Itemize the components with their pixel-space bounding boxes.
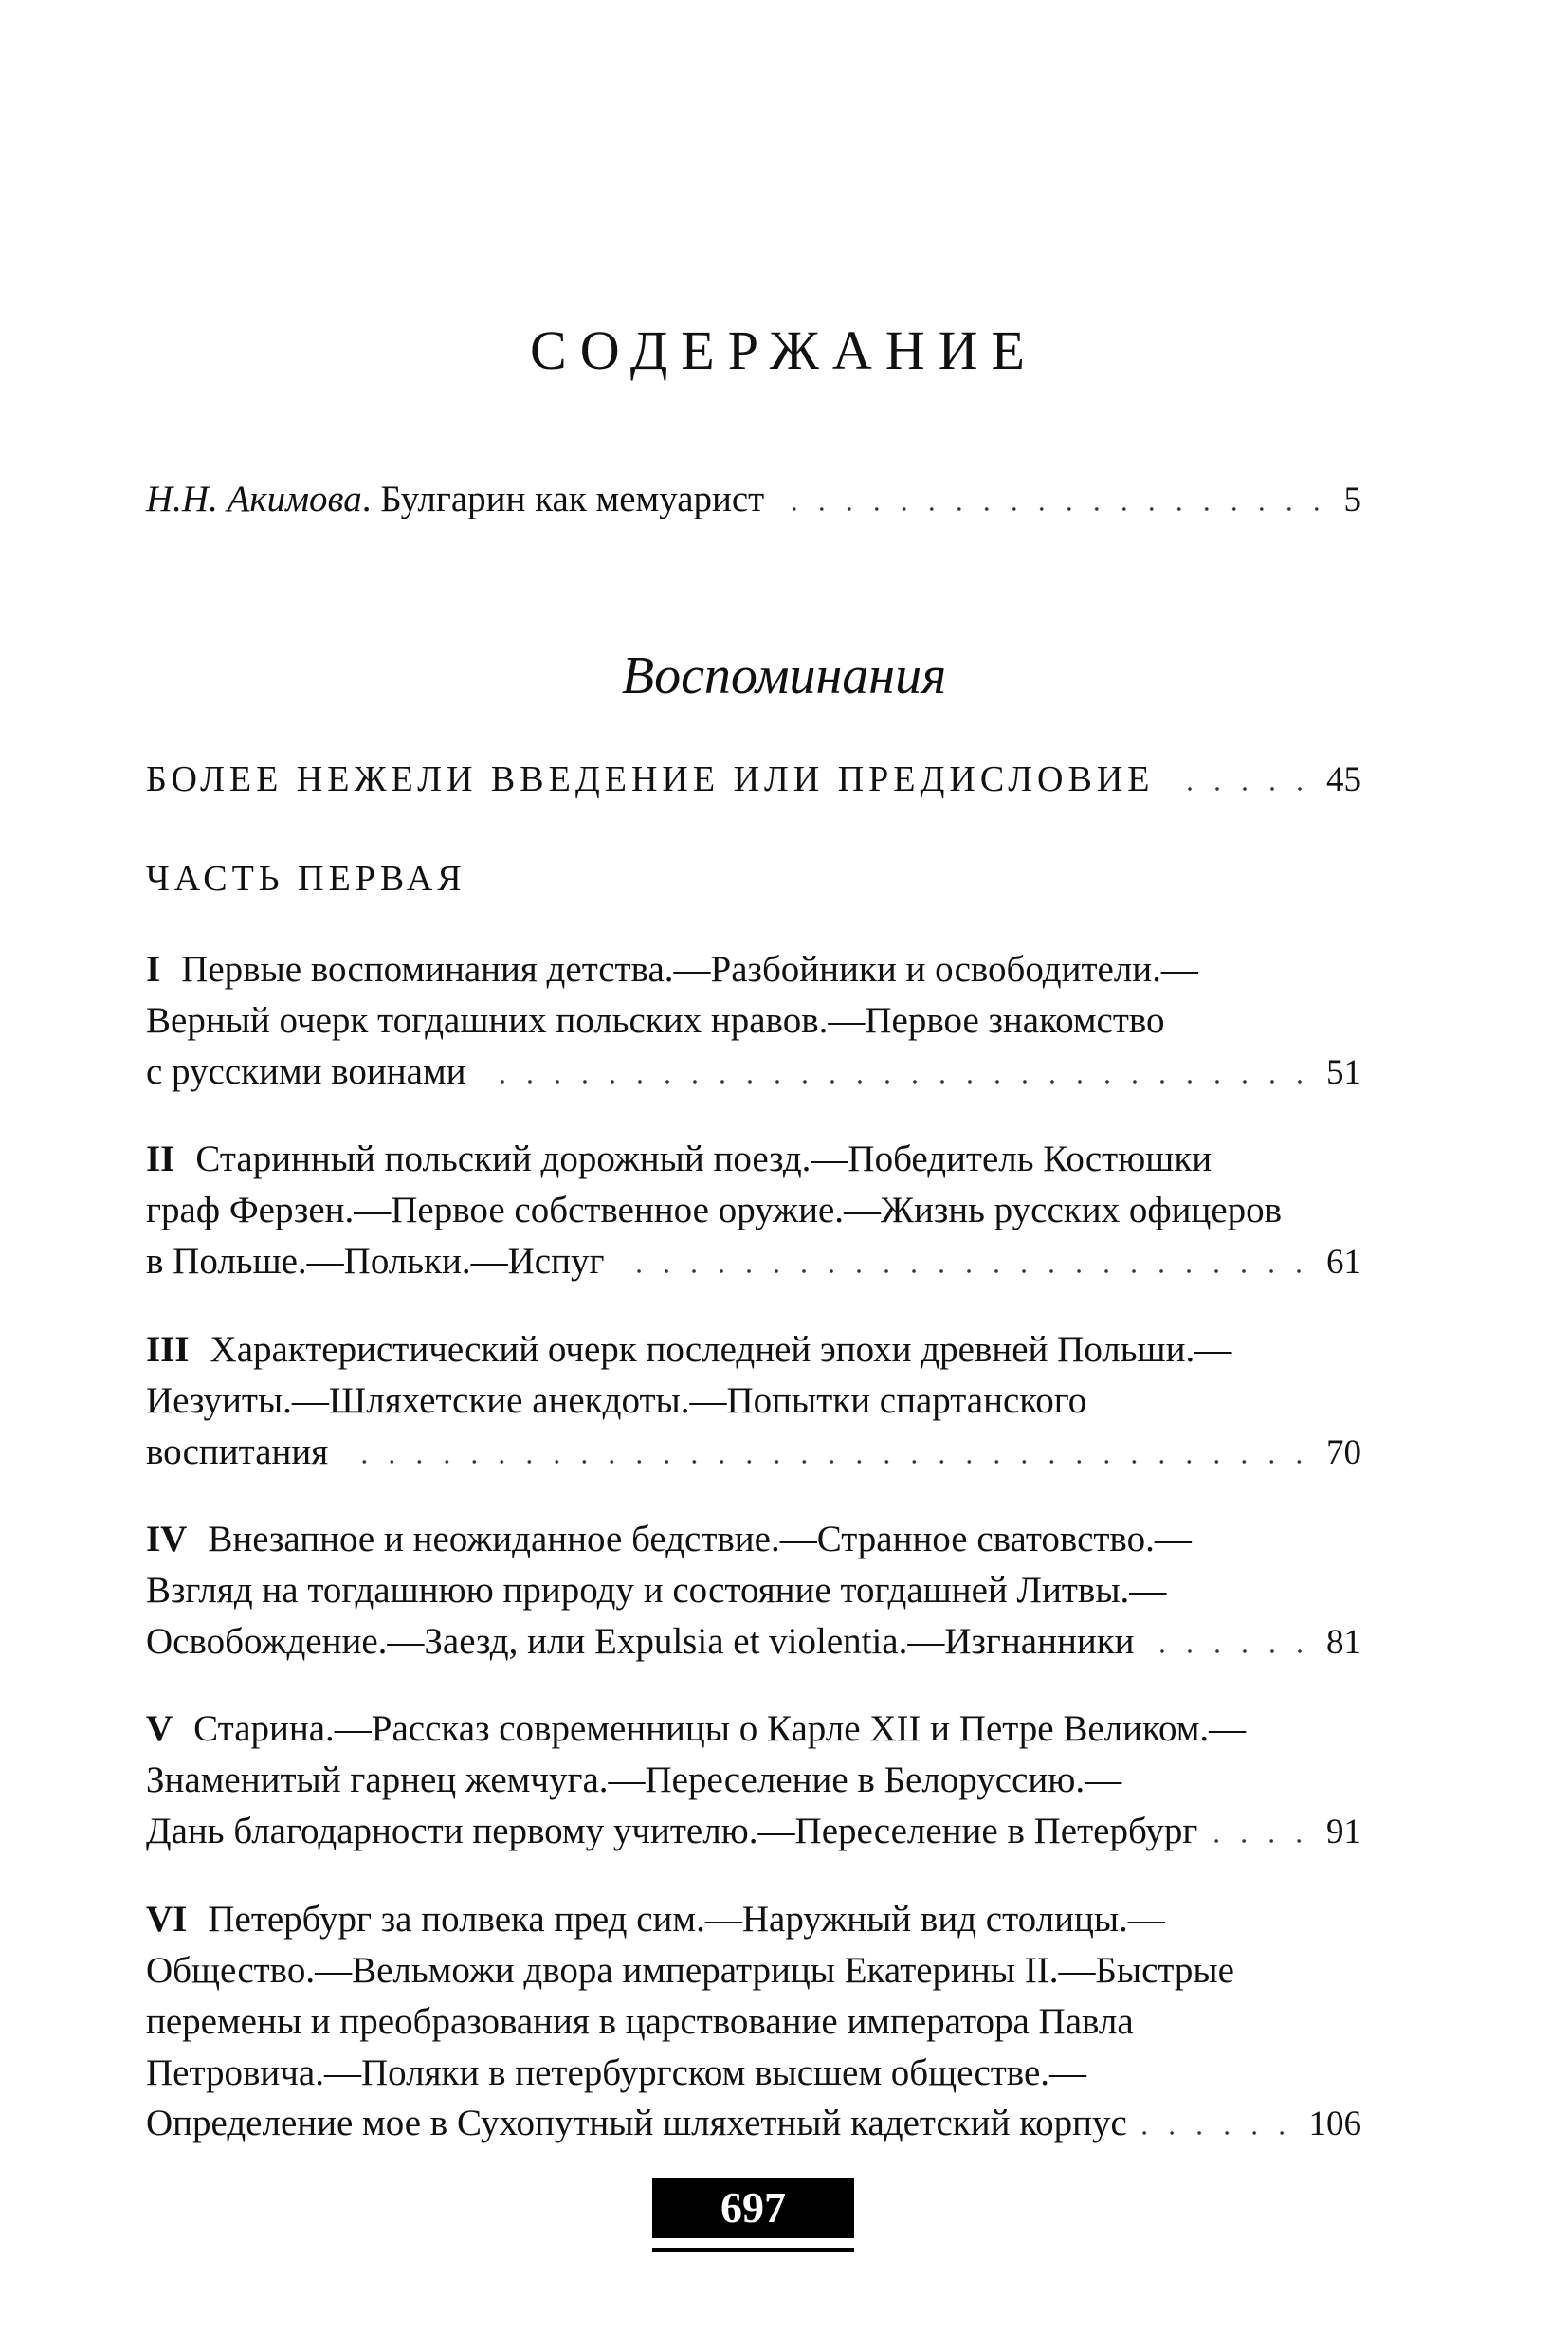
intro-author: Н.Н. Акимова — [146, 479, 362, 519]
chapter-number: I — [146, 949, 161, 990]
chapter-number: III — [146, 1329, 190, 1370]
chapter-line: Петровича.—Поляки в петербургском высшем обществе.— — [146, 2052, 1087, 2093]
chapter-text: Старина.—Рассказ современницы о Карле XII и Петре Великом.— — [193, 1708, 1247, 1749]
chapter-text: Старинный польский дорожный поезд.—Победитель Костюшки — [195, 1139, 1212, 1179]
page-ref: 70 — [1326, 1433, 1361, 1472]
dot-leader — [482, 1076, 1313, 1085]
chapter-last-line — [146, 1806, 1361, 1858]
page-ref: 91 — [1326, 1813, 1361, 1851]
dot-leader — [779, 503, 1330, 513]
page-ref: 106 — [1308, 2105, 1361, 2143]
chapter-line: Иезуиты.—Шляхетские анекдоты.—Попытки спартанского — [146, 1380, 1087, 1421]
chapter-text: Петербург за полвека пред сим.—Наружный вид столицы.— — [208, 1899, 1165, 1940]
chapter-last-line — [146, 1427, 1361, 1479]
chapter-number: VI — [146, 1899, 188, 1940]
page-ref: 51 — [1326, 1053, 1361, 1092]
page-ref: 45 — [1326, 760, 1361, 799]
intro-title: . Булгарин как мемуарист — [361, 479, 765, 519]
chapter-line: перемены и преобразования в царствование императора Павла — [146, 2001, 1134, 2042]
chapter-text: в Польше.—Польки.—Испуг — [146, 1241, 605, 1282]
chapter-line: Верный очерк тогдашних польских нравов.—Первое знакомство — [146, 1000, 1165, 1041]
page-ref: 81 — [1326, 1623, 1361, 1662]
chapter-number: IV — [146, 1519, 188, 1559]
dot-leader — [1142, 2127, 1296, 2137]
chapter-text: Внезапное и неожиданное бедствие.—Странное сватовство.— — [208, 1519, 1192, 1559]
chapter-text: с русскими воинами — [146, 1051, 466, 1092]
chapter-line — [146, 1704, 1246, 1755]
chapter-last-line — [146, 1047, 1361, 1099]
chapter-line — [146, 1324, 1231, 1376]
chapter-line — [146, 1514, 1192, 1565]
preface-title: БОЛЕЕ НЕЖЕЛИ ВВЕДЕНИЕ ИЛИ ПРЕДИСЛОВИЕ — [146, 759, 1155, 799]
chapter-line: Взгляд на тогдашнюю природу и состояние тогдашней Литвы.— — [146, 1570, 1167, 1611]
chapter-line: Общество.—Вельможи двора императрицы Екатерины II.—Быстрые — [146, 1950, 1234, 1991]
chapter-line — [146, 944, 1198, 995]
dot-leader — [1212, 1835, 1313, 1845]
dot-leader — [1150, 1646, 1313, 1655]
chapter-text: воспитания — [146, 1431, 329, 1472]
part-heading: ЧАСТЬ ПЕРВАЯ — [146, 859, 466, 899]
section-heading: Воспоминания — [621, 647, 947, 705]
dot-leader — [1170, 783, 1314, 793]
chapter-line: Знаменитый гарнец жемчуга.—Переселение в Белоруссию.— — [146, 1759, 1122, 1800]
chapter-line — [146, 1134, 1212, 1185]
page-ref: 61 — [1326, 1243, 1361, 1282]
page-ref: 5 — [1343, 481, 1361, 519]
chapter-number: II — [146, 1139, 175, 1179]
chapter-text: Определение мое в Сухопутный шляхетный кадетский корпус — [146, 2103, 1127, 2143]
page-number-underline — [652, 2248, 854, 2252]
chapter-last-line — [146, 1236, 1361, 1288]
chapter-text: Характеристический очерк последней эпохи древней Польши.— — [210, 1329, 1232, 1370]
chapter-last-line — [146, 2098, 1361, 2150]
chapter-text: Дань благодарности первому учителю.—Переселение в Петербург — [146, 1811, 1198, 1851]
toc-title: СОДЕРЖАНИЕ — [530, 319, 1038, 381]
page-number: 697 — [652, 2178, 854, 2238]
dot-leader — [619, 1266, 1313, 1275]
chapter-last-line — [146, 1616, 1361, 1668]
chapter-text: Первые воспоминания детства.—Разбойники и освободители.— — [181, 949, 1198, 990]
chapter-number: V — [146, 1708, 173, 1749]
chapter-line — [146, 1894, 1165, 1945]
chapter-line: граф Ферзен.—Первое собственное оружие.—Жизнь русских офицеров — [146, 1190, 1283, 1230]
dot-leader — [343, 1456, 1313, 1466]
toc-entry-preface — [146, 754, 1361, 806]
toc-entry-intro — [146, 474, 1361, 526]
chapter-text: Освобождение.—Заезд, или Expulsia et violentia.—Изгнанники — [146, 1621, 1135, 1662]
